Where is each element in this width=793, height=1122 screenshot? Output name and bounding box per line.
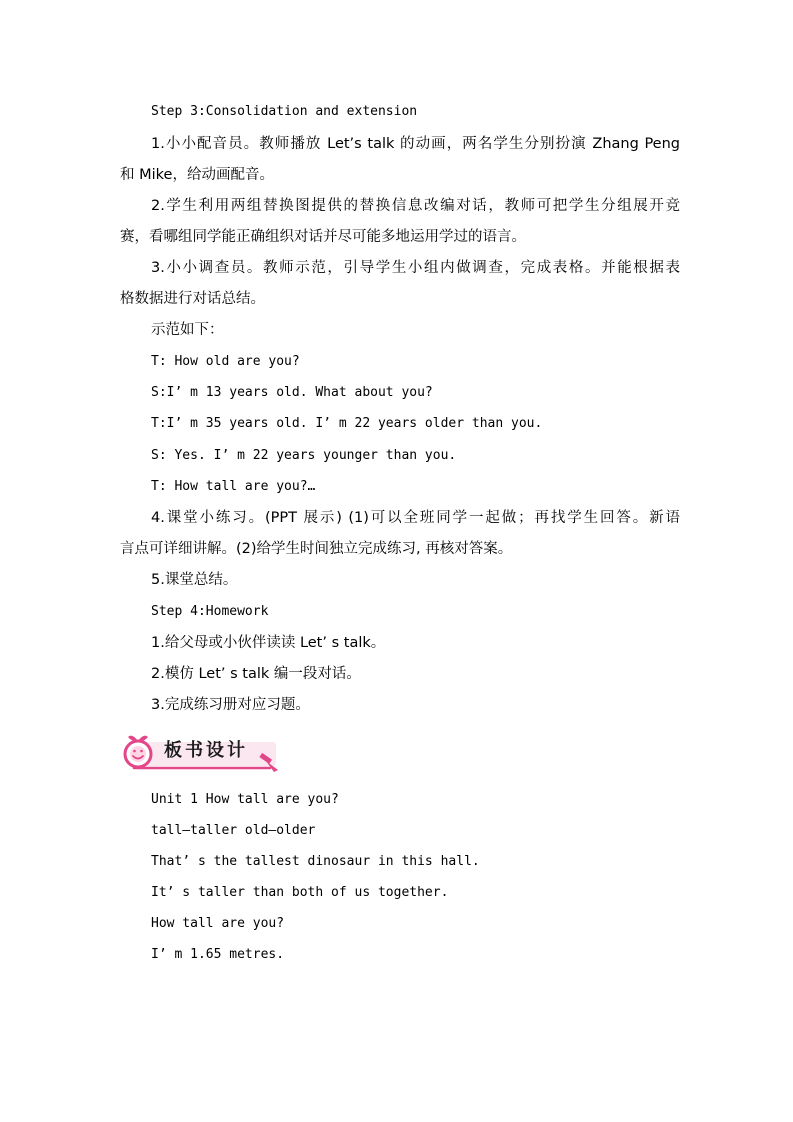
paragraph-3-line-1: 3.小小调查员。教师示范，引导学生小组内做调查，完成表格。并能根据表 <box>151 260 680 276</box>
paragraph-1-line-2: 和 Mike，给动画配音。 <box>120 167 274 183</box>
dialogue-line-1: T: How old are you? <box>151 354 300 369</box>
section-heading: 板书设计 <box>164 740 248 761</box>
homework-item-1: 1.给父母或小伙伴读读 Let’ s talk。 <box>151 635 386 651</box>
board-line-3: That’ s the tallest dinosaur in this hall. <box>151 854 480 869</box>
demo-label: 示范如下： <box>151 322 224 338</box>
dialogue-line-3: T:I’ m 35 years old. I’ m 22 years older than you. <box>151 416 543 431</box>
homework-item-3: 3.完成练习册对应习题。 <box>151 697 310 713</box>
paragraph-2-line-2: 赛，看哪组同学能正确组织对话并尽可能多地运用学过的语言。 <box>120 229 526 245</box>
step3-heading: Step 3:Consolidation and extension <box>151 104 418 119</box>
paragraph-3-line-2: 格数据进行对话总结。 <box>120 291 265 307</box>
homework-item-2: 2.模仿 Let’ s talk 编一段对话。 <box>151 666 361 682</box>
dialogue-line-2: S:I’ m 13 years old. What about you? <box>151 385 433 400</box>
step4-heading: Step 4:Homework <box>151 604 269 619</box>
paragraph-1-line-1: 1.小小配音员。教师播放 Let’s talk 的动画，两名学生分别扮演 Zhang Peng <box>151 136 680 152</box>
dialogue-line-5: T: How tall are you?… <box>151 479 316 494</box>
board-line-1: Unit 1 How tall are you? <box>151 792 339 807</box>
paragraph-4-line-2: 言点可详细讲解。(2)给学生时间独立完成练习, 再核对答案。 <box>120 541 513 557</box>
board-line-6: I’ m 1.65 metres. <box>151 947 285 962</box>
board-line-5: How tall are you? <box>151 916 285 931</box>
board-design-banner <box>120 730 285 776</box>
board-line-4: It’ s taller than both of us together. <box>151 885 449 900</box>
paragraph-5: 5.课堂总结。 <box>151 572 238 588</box>
board-line-2: tall—taller old—older <box>151 823 316 838</box>
paragraph-2-line-1: 2.学生利用两组替换图提供的替换信息改编对话，教师可把学生分组展开竞 <box>151 198 680 214</box>
dialogue-line-4: S: Yes. I’ m 22 years younger than you. <box>151 448 457 463</box>
paragraph-4-line-1: 4.课堂小练习。(PPT 展示) (1)可以全班同学一起做；再找学生回答。新语 <box>151 510 680 526</box>
